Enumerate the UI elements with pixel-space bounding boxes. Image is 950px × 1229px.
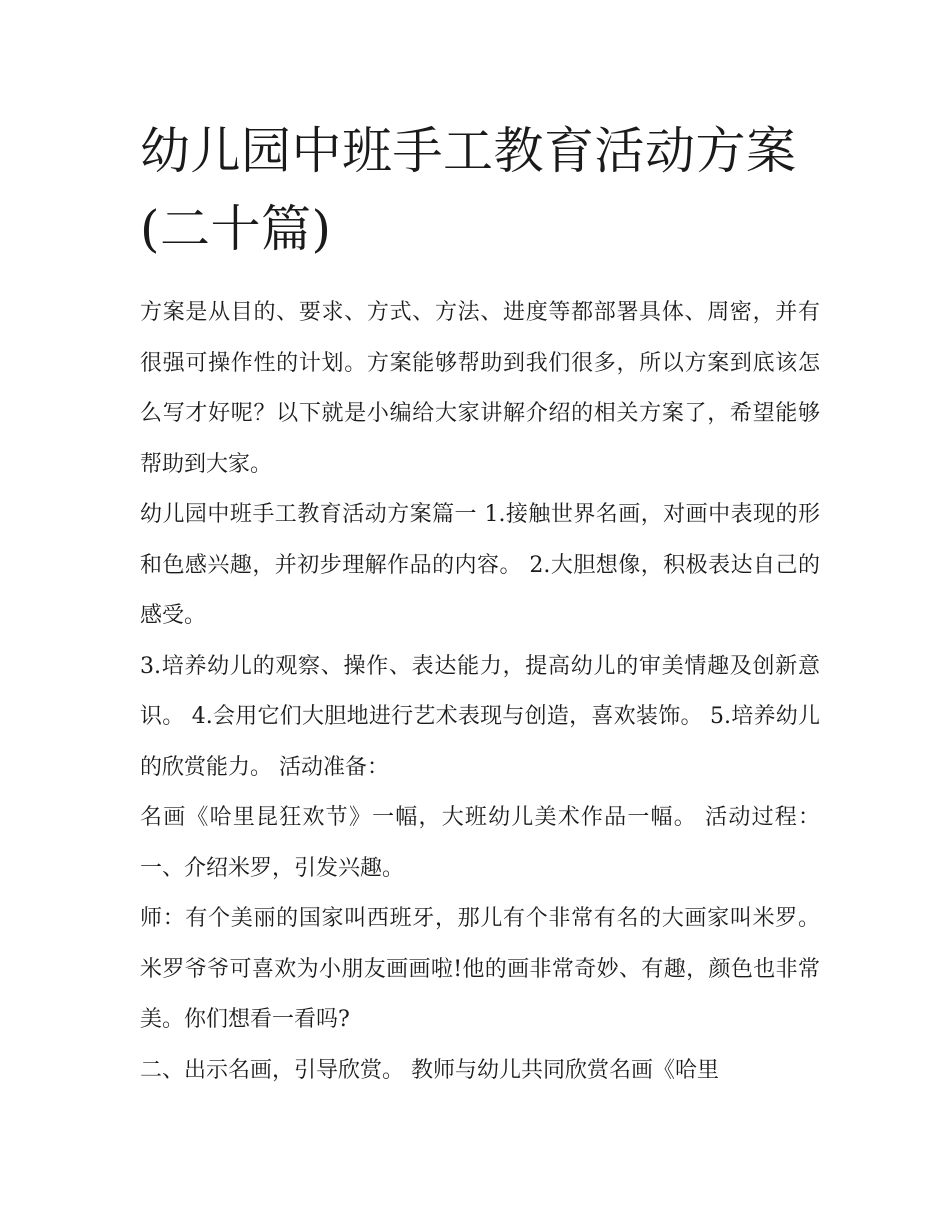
paragraph-step-two: 二、出示名画，引导欣赏。 教师与幼儿共同欣赏名画《哈里 (140, 1057, 719, 1083)
document-title (140, 112, 820, 268)
title-line-1: 幼儿园中班手工教育活动方案 (140, 122, 797, 180)
title-line-2: (二十篇) (140, 200, 332, 258)
paragraph-teacher-dialogue: 师：有个美丽的国家叫西班牙，那儿有个非常有名的大画家叫米罗。米罗爷爷可喜欢为小朋友画画啦!他的画非常奇妙、有趣，颜色也非常美。你们想看一看吗? (140, 906, 820, 1032)
document-body (140, 288, 820, 1096)
document-page (140, 112, 820, 1096)
paragraph-goals-continued: 3.培养幼儿的观察、操作、表达能力，提高幼儿的审美情趣及创新意识。 4.会用它们大胆地进行艺术表现与创造，喜欢装饰。 5.培养幼儿的欣赏能力。 活动准备： (140, 653, 820, 780)
paragraph-intro: 方案是从目的、要求、方式、方法、进度等都部署具体、周密，并有很强可操作性的计划。方案能够帮助到我们很多，所以方案到底该怎么写才好呢？以下就是小编给大家讲解介绍的相关方案了，希望能够帮助到大家。 (140, 300, 820, 477)
paragraph-goals: 幼儿园中班手工教育活动方案篇一 1.接触世界名画，对画中表现的形和色感兴趣，并初步理解作品的内容。 2.大胆想像，积极表达自己的感受。 (140, 502, 820, 628)
paragraph-materials: 名画《哈里昆狂欢节》一幅，大班幼儿美术作品一幅。 活动过程： 一、介绍米罗，引发兴趣。 (140, 805, 820, 881)
